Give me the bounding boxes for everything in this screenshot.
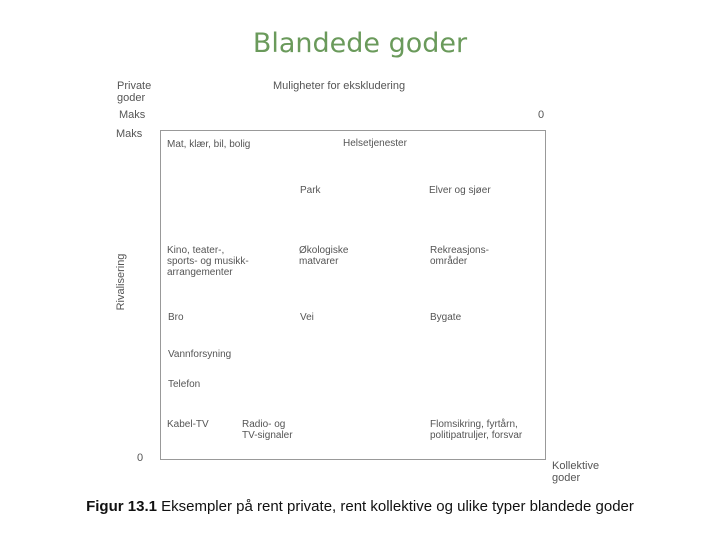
item-street: Bygate [430,312,462,323]
item-flood-protection-defense: Flomsikring, fyrtårn, politipatruljer, forsvar [430,419,523,441]
item-telephone: Telefon [168,379,201,390]
item-radio-tv-signals: Radio- og TV-signaler [242,419,293,441]
figure-caption-text: Eksempler på rent private, rent kollektive og ulike typer blandede goder [161,498,634,515]
private-goods-label: Private goder [117,80,152,104]
goods-matrix-frame [160,130,546,460]
rivalry-axis-label: Rivalisering [115,253,127,311]
item-park: Park [300,185,321,196]
item-rivers-lakes: Elver og sjøer [429,185,491,196]
exclusion-axis-title: Muligheter for ekskludering [273,80,406,92]
item-health-services: Helsetjenester [343,138,407,149]
rivalry-zero-label: 0 [137,452,144,464]
exclusion-max-label: Maks [119,109,146,121]
item-organic-food: Økologiske matvarer [299,245,349,267]
item-cable-tv: Kabel-TV [167,419,209,430]
item-water-supply: Vannforsyning [168,349,232,360]
item-road: Vei [300,312,314,323]
slide-title: Blandede goder [252,28,468,59]
rivalry-max-label: Maks [116,128,143,140]
item-bridge: Bro [168,312,184,323]
item-recreation-areas: Rekreasjons- områder [430,245,489,267]
collective-goods-label: Kollektive goder [552,460,600,484]
exclusion-zero-label: 0 [538,109,545,121]
figure-caption-label: Figur 13.1 [86,498,157,515]
figure-caption [0,498,720,515]
item-food-clothes-car-housing: Mat, klær, bil, bolig [167,139,251,150]
item-cinema-theatre-events: Kino, teater-, sports- og musikk- arrangementer [167,245,249,278]
